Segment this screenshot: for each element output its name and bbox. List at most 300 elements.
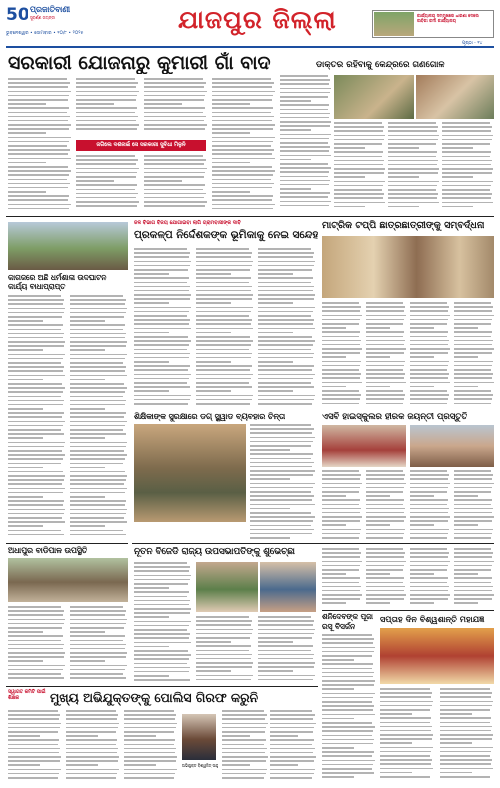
text-line: [8, 665, 65, 667]
text-line: [322, 590, 360, 592]
text-line: [8, 479, 64, 481]
text-line: [134, 252, 190, 254]
text-line: [250, 449, 290, 451]
text-line: [70, 479, 126, 481]
top-right-box-text: କାର୍ଯ୍ୟାଳୟ ସମ୍ମୁଖରେ ଧାରଣା ଦେଲେ ଜୀବିକା କର୍ମୀ କାର୍ଯ୍ୟାଳୟ: [417, 13, 479, 23]
text-line: [250, 533, 312, 535]
text-line: [440, 726, 492, 728]
text-line: [258, 624, 313, 626]
lead-col-3: [144, 78, 208, 136]
text-line: [322, 520, 360, 522]
divider-left-3: [6, 543, 128, 544]
text-line: [8, 354, 65, 356]
text-line: [250, 445, 311, 447]
text-line: [8, 714, 60, 716]
text-line: [322, 306, 361, 308]
text-line: [70, 324, 125, 326]
text-line: [70, 400, 126, 402]
text-line: [70, 660, 105, 662]
text-line: [454, 582, 491, 584]
text-line: [144, 205, 205, 207]
text-line: [250, 516, 315, 518]
text-line: [440, 776, 490, 778]
masthead-rule: [6, 46, 494, 48]
text-line: [322, 398, 360, 400]
text-line: [70, 656, 126, 658]
text-line: [212, 179, 271, 181]
text-line: [280, 109, 328, 111]
text-line: [322, 747, 354, 749]
text-line: [258, 353, 314, 355]
text-line: [454, 365, 492, 367]
text-line: [454, 495, 478, 497]
text-line: [258, 277, 313, 279]
text-line: [410, 478, 448, 480]
text-line: [322, 352, 360, 354]
text-line: [8, 345, 64, 347]
right-second-col-3: [410, 302, 450, 408]
text-line: [134, 566, 190, 568]
text-line: [134, 382, 187, 384]
text-line: [442, 126, 492, 128]
text-line: [8, 391, 63, 393]
text-line: [134, 361, 169, 363]
text-line: [70, 437, 105, 439]
text-line: [454, 487, 492, 489]
text-line: [258, 261, 315, 263]
text-line: [250, 495, 314, 497]
text-line: [270, 744, 312, 746]
text-line: [366, 499, 404, 501]
text-line: [410, 504, 447, 506]
text-line: [134, 269, 188, 271]
text-line: [212, 158, 275, 160]
text-line: [144, 78, 203, 80]
text-line: [8, 333, 64, 335]
text-line: [212, 187, 272, 189]
text-line: [70, 429, 123, 431]
text-line: [196, 658, 251, 660]
text-line: [454, 327, 478, 329]
text-line: [70, 610, 126, 612]
text-line: [442, 151, 491, 153]
text-line: [134, 604, 189, 606]
text-line: [322, 403, 359, 405]
text-line: [134, 600, 190, 602]
edition-title: ଯାଜପୁର ଜିଲ୍ଲା: [178, 5, 337, 34]
text-line: [366, 561, 406, 563]
text-line: [134, 369, 188, 371]
text-line: [440, 734, 493, 736]
text-line: [322, 386, 346, 388]
text-line: [8, 153, 68, 155]
text-line: [70, 652, 127, 654]
text-line: [388, 168, 439, 170]
text-line: [8, 458, 63, 460]
text-line: [388, 122, 436, 124]
text-line: [380, 734, 433, 736]
text-line: [442, 139, 492, 141]
text-line: [258, 269, 312, 271]
text-line: [134, 365, 190, 367]
text-line: [410, 386, 434, 388]
text-line: [76, 120, 136, 122]
text-line: [124, 739, 175, 741]
text-line: [388, 156, 436, 158]
text-line: [196, 624, 251, 626]
text-line: [134, 679, 190, 681]
text-line: [258, 361, 293, 363]
text-line: [366, 386, 390, 388]
text-line: [76, 128, 137, 130]
text-line: [334, 130, 383, 132]
text-line: [250, 491, 311, 493]
text-line: [144, 95, 205, 97]
text-line: [70, 358, 125, 360]
text-line: [8, 199, 68, 201]
text-line: [196, 265, 252, 267]
text-line: [134, 302, 169, 304]
text-line: [196, 248, 249, 250]
text-line: [8, 145, 67, 147]
text-line: [196, 399, 252, 401]
text-line: [8, 320, 43, 322]
text-line: [366, 382, 406, 384]
text-line: [8, 400, 64, 402]
text-line: [322, 369, 359, 371]
text-line: [388, 181, 439, 183]
text-line: [144, 120, 204, 122]
lead-col-4: [212, 78, 276, 213]
text-line: [8, 99, 68, 101]
text-line: [8, 387, 65, 389]
text-line: [70, 425, 125, 427]
text-line: [366, 565, 404, 567]
text-line: [134, 596, 187, 598]
center-fourth-col-3: [258, 616, 316, 684]
text-line: [380, 705, 432, 707]
text-line: [410, 340, 449, 342]
text-line: [322, 336, 359, 338]
text-line: [258, 302, 293, 304]
text-line: [212, 116, 274, 118]
text-line: [454, 310, 492, 312]
text-line: [212, 166, 272, 168]
text-line: [258, 340, 315, 342]
text-line: [454, 565, 492, 567]
text-line: [380, 763, 431, 765]
text-line: [258, 323, 313, 325]
text-line: [454, 520, 492, 522]
text-line: [410, 369, 447, 371]
text-line: [134, 353, 190, 355]
text-line: [334, 168, 385, 170]
text-line: [134, 671, 189, 673]
text-line: [66, 748, 118, 750]
text-line: [366, 569, 403, 571]
text-line: [388, 143, 436, 145]
lead-headline: ସରକାରୀ ଯୋଜନାରୁ କୁମାରୀ ଗାଁ ବାଦ: [8, 52, 271, 74]
text-line: [442, 160, 492, 162]
text-line: [250, 504, 315, 506]
text-line: [70, 623, 126, 625]
text-line: [70, 496, 105, 498]
text-line: [124, 764, 156, 766]
text-line: [212, 208, 273, 210]
jayanti-photo-2: [410, 425, 494, 467]
text-line: [442, 122, 490, 124]
text-line: [280, 205, 329, 207]
text-line: [454, 373, 493, 375]
center-fourth-col-1: [134, 562, 192, 684]
text-line: [454, 474, 493, 476]
text-line: [410, 512, 448, 514]
text-line: [196, 332, 231, 334]
text-line: [70, 509, 127, 511]
text-line: [76, 180, 114, 182]
text-line: [454, 594, 494, 596]
text-line: [8, 756, 61, 758]
text-line: [454, 394, 493, 396]
text-line: [66, 773, 117, 775]
text-line: [76, 82, 138, 84]
text-line: [134, 608, 191, 610]
text-line: [270, 710, 312, 712]
text-line: [70, 458, 125, 460]
text-line: [366, 361, 405, 363]
text-line: [124, 727, 176, 729]
text-line: [322, 478, 360, 480]
text-line: [366, 582, 403, 584]
text-line: [380, 768, 433, 770]
text-line: [366, 537, 403, 539]
text-line: [76, 184, 137, 186]
text-line: [380, 709, 430, 711]
text-line: [8, 308, 65, 310]
text-line: [196, 340, 253, 342]
text-line: [70, 433, 126, 435]
text-line: [410, 470, 447, 472]
text-line: [222, 764, 250, 766]
text-line: [366, 577, 404, 579]
text-line: [222, 731, 265, 733]
text-line: [196, 328, 253, 330]
text-line: [8, 408, 43, 410]
text-line: [454, 537, 491, 539]
text-line: [322, 594, 362, 596]
text-line: [66, 731, 116, 733]
text-line: [66, 714, 118, 716]
text-line: [322, 730, 373, 732]
text-line: [454, 323, 491, 325]
text-line: [258, 629, 315, 631]
text-line: [8, 295, 61, 297]
text-line: [8, 488, 65, 490]
text-line: [70, 648, 125, 650]
text-line: [196, 307, 253, 309]
text-line: [222, 748, 267, 750]
text-line: [144, 103, 182, 105]
text-line: [454, 569, 491, 571]
text-line: [70, 396, 123, 398]
text-line: [70, 416, 124, 418]
text-line: [454, 561, 494, 563]
text-line: [440, 751, 491, 753]
accused-caption: ଅଭିଯୁକ୍ତ ବିଶ୍ୱଜିତ୍ ସାହୁ: [181, 763, 219, 768]
text-line: [258, 666, 314, 668]
text-line: [70, 488, 127, 490]
text-line: [454, 369, 491, 371]
lead-col-2: [76, 78, 140, 136]
text-line: [322, 356, 346, 358]
center-col-2: [196, 248, 254, 408]
text-line: [144, 86, 204, 88]
left-second-col-1: [8, 295, 66, 541]
text-line: [322, 586, 361, 588]
text-line: [322, 582, 359, 584]
text-line: [8, 170, 71, 172]
text-line: [454, 548, 491, 550]
text-line: [454, 361, 493, 363]
text-line: [196, 654, 252, 656]
center-col-3: [258, 248, 316, 408]
center-col-1: [134, 248, 192, 408]
text-line: [76, 107, 137, 109]
text-line: [258, 311, 313, 313]
text-line: [8, 496, 43, 498]
text-line: [8, 204, 71, 206]
text-line: [410, 373, 449, 375]
text-line: [410, 548, 447, 550]
text-line: [8, 316, 62, 318]
text-line: [134, 319, 190, 321]
text-line: [144, 172, 205, 174]
text-line: [144, 176, 204, 178]
text-line: [196, 361, 231, 363]
brand-tagline: ସୁବର୍ଣ୍ଣ ଜୟନ୍ତୀ: [30, 15, 56, 20]
text-line: [442, 164, 491, 166]
text-line: [212, 170, 275, 172]
text-line: [8, 116, 70, 118]
text-line: [70, 299, 126, 301]
text-line: [196, 261, 253, 263]
text-line: [270, 714, 315, 716]
text-line: [410, 327, 434, 329]
text-line: [70, 492, 125, 494]
text-line: [8, 433, 64, 435]
text-line: [410, 586, 449, 588]
text-line: [454, 306, 493, 308]
text-line: [134, 637, 189, 639]
text-line: [144, 128, 205, 130]
text-line: [334, 156, 382, 158]
text-line: [388, 206, 419, 208]
top-right-photo-1: [334, 75, 414, 119]
text-line: [212, 103, 250, 105]
text-line: [8, 375, 65, 377]
text-line: [410, 524, 434, 526]
text-line: [410, 390, 447, 392]
text-line: [454, 390, 491, 392]
text-line: [388, 147, 419, 149]
text-line: [280, 171, 329, 173]
text-line: [410, 483, 450, 485]
text-line: [8, 760, 60, 762]
text-line: [366, 373, 405, 375]
text-line: [322, 598, 360, 600]
text-line: [334, 181, 385, 183]
text-line: [322, 377, 360, 379]
text-line: [8, 112, 67, 114]
text-line: [322, 709, 373, 711]
bottom-col-2: [66, 710, 120, 784]
center-third-col-1: [250, 424, 316, 542]
text-line: [322, 672, 374, 674]
text-line: [66, 769, 119, 771]
text-line: [366, 315, 406, 317]
text-line: [322, 714, 375, 716]
text-line: [454, 556, 492, 558]
text-line: [70, 631, 105, 633]
bottom-col-3: [124, 710, 178, 784]
text-line: [334, 185, 383, 187]
text-line: [144, 82, 206, 84]
text-line: [212, 195, 273, 197]
text-line: [134, 248, 187, 250]
text-line: [212, 95, 273, 97]
text-line: [322, 323, 359, 325]
text-line: [134, 562, 187, 564]
text-line: [8, 744, 58, 746]
text-line: [250, 424, 311, 426]
text-line: [196, 315, 249, 317]
text-line: [8, 132, 46, 134]
text-line: [144, 184, 205, 186]
text-line: [258, 620, 314, 622]
text-line: [76, 155, 135, 157]
text-line: [366, 520, 404, 522]
text-line: [410, 577, 448, 579]
text-line: [410, 520, 448, 522]
text-line: [366, 491, 403, 493]
text-line: [66, 735, 98, 737]
text-line: [76, 205, 137, 207]
text-line: [454, 348, 494, 350]
text-line: [250, 466, 312, 468]
text-line: [212, 153, 272, 155]
text-line: [322, 552, 361, 554]
text-line: [258, 319, 314, 321]
text-line: [196, 252, 252, 254]
text-line: [8, 324, 63, 326]
text-line: [70, 627, 124, 629]
text-line: [410, 323, 447, 325]
text-line: [212, 141, 273, 143]
text-line: [258, 675, 315, 677]
right-third-col-2: [366, 470, 406, 542]
text-line: [388, 135, 439, 137]
text-line: [280, 180, 330, 182]
text-line: [322, 726, 375, 728]
text-line: [322, 319, 360, 321]
text-line: [8, 513, 64, 515]
right-fourth-col-3: [410, 548, 450, 608]
text-line: [454, 516, 494, 518]
top-right-col-4: [442, 122, 494, 213]
bjd-photo-2: [260, 562, 316, 612]
text-line: [410, 315, 450, 317]
text-line: [70, 467, 105, 469]
